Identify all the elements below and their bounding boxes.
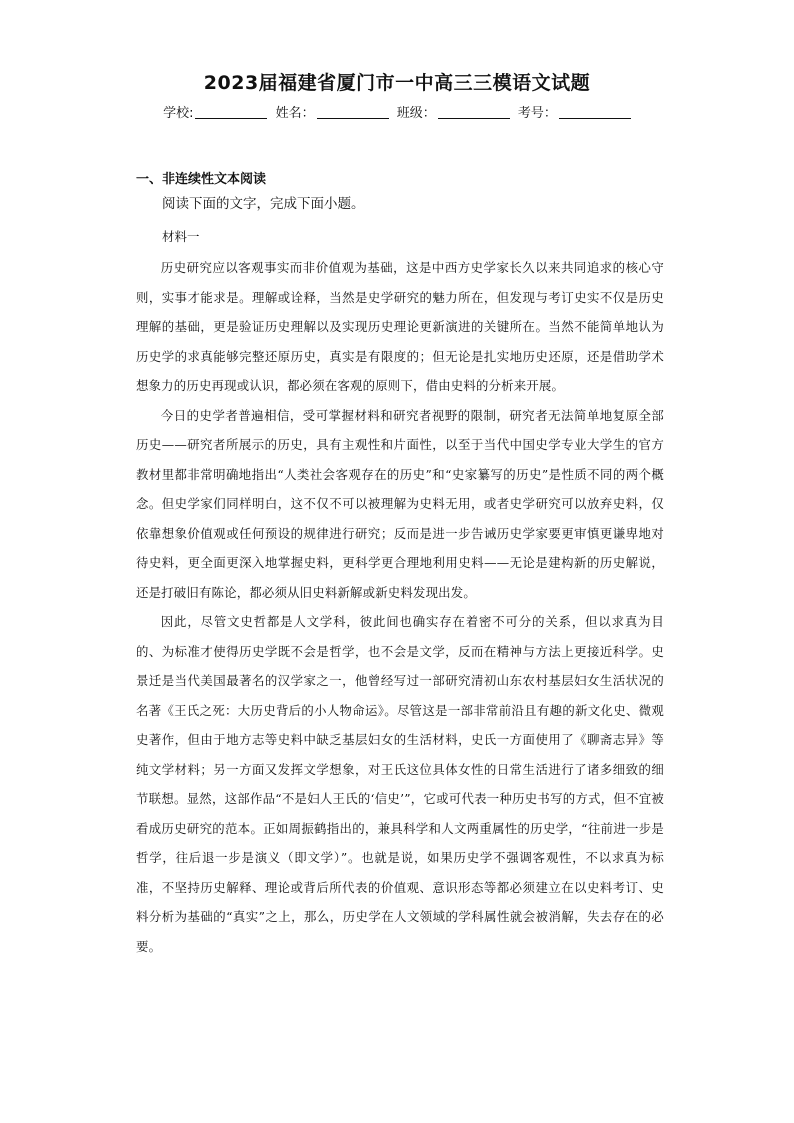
name-blank[interactable] — [317, 105, 389, 119]
name-label: 姓名： — [275, 106, 315, 121]
exam-number-field — [518, 102, 631, 121]
paragraph: 因此，尽管文史哲都是人文学科，彼此间也确实存在着密不可分的关系，但以求真为目的、为标准才使得历史学既不会是哲学，也不会是文学，反而在精神与方法上更接近科学。史景迁是当代美国最著名的汉学家之一，他曾经写过一部研究清初山东农村基层妇女生活状况的名著《王氏之死：大历史背后的小人物命运》。尽管这是一部非常前沿且有趣的新文化史、微观史著作，但由于地方志等史料中缺乏基层妇女的生活材料，史氏一方面使用了《聊斋志异》等纯文学材料；另一方面又发挥文学想象，对王氏这位具体女性的日常生活进行了诸多细致的细节联想。显然，这部作品“不是妇人王氏的‘信史’”，它或可代表一种历史书写的方式，但不宜被看成历史研究的范本。正如周振鹤指出的，兼具科学和人文两重属性的历史学，“往前进一步是哲学，往后退一步是演义（即文学）”。也就是说，如果历史学不强调客观性，不以求真为标准，不坚持历史解释、理论或背后所代表的价值观、意识形态等都必须建立在以史料考订、史料分析为基础的“真实”之上，那么，历史学在人文领域的学科属性就会被消解，失去存在的必要。 — [136, 614, 664, 954]
school-label: 学校: — [163, 106, 194, 121]
student-info-row — [0, 102, 794, 121]
section-heading: 一、非连续性文本阅读 — [136, 172, 267, 187]
exam-number-label: 考号： — [517, 106, 557, 121]
material-body — [136, 253, 664, 961]
class-label: 班级： — [396, 106, 436, 121]
class-field — [397, 102, 510, 121]
paragraph: 今日的史学者普遍相信，受可掌握材料和研究者视野的限制，研究者无法简单地复原全部历史——研究者所展示的历史，具有主观性和片面性，以至于当代中国史学专业大学生的官方教材里都非常明确地指出“人类社会客观存在的历史”和“史家纂写的历史”是性质不同的两个概念。但史学家们同样明白，这不仅不可以被理解为史料无用，或者史学研究可以放弃史料，仅依靠想象价值观或任何预设的规律进行研究；反而是进一步告诫历史学家要更审慎更谦卑地对待史料，更全面更深入地掌握史料，更科学更合理地利用史料——无论是建构新的历史解说，还是打破旧有陈论，都必须从旧史料新解或新史料发现出发。 — [136, 407, 664, 600]
document-title: 2023届福建省厦门市一中高三三模语文试题 — [203, 72, 591, 94]
paragraph: 历史研究应以客观事实而非价值观为基础，这是中西方史学家长久以来共同追求的核心守则，实事才能求是。理解或诠释，当然是史学研究的魅力所在，但发现与考订史实不仅是历史理解的基础，更是验证历史理解以及实现历史理论更新演进的关键所在。当然不能简单地认为历史学的求真能够完整还原历史，真实是有限度的；但无论是扎实地历史还原，还是借助学术想象力的历史再现或认识，都必须在客观的原则下，借由史料的分析来开展。 — [136, 260, 664, 393]
exam-number-blank[interactable] — [559, 105, 631, 119]
reading-instruction: 阅读下面的文字，完成下面小题。 — [162, 196, 365, 212]
school-field — [163, 102, 267, 121]
class-blank[interactable] — [438, 105, 510, 119]
material-label: 材料一 — [162, 229, 200, 244]
name-field — [276, 102, 389, 121]
school-blank[interactable] — [195, 105, 267, 119]
